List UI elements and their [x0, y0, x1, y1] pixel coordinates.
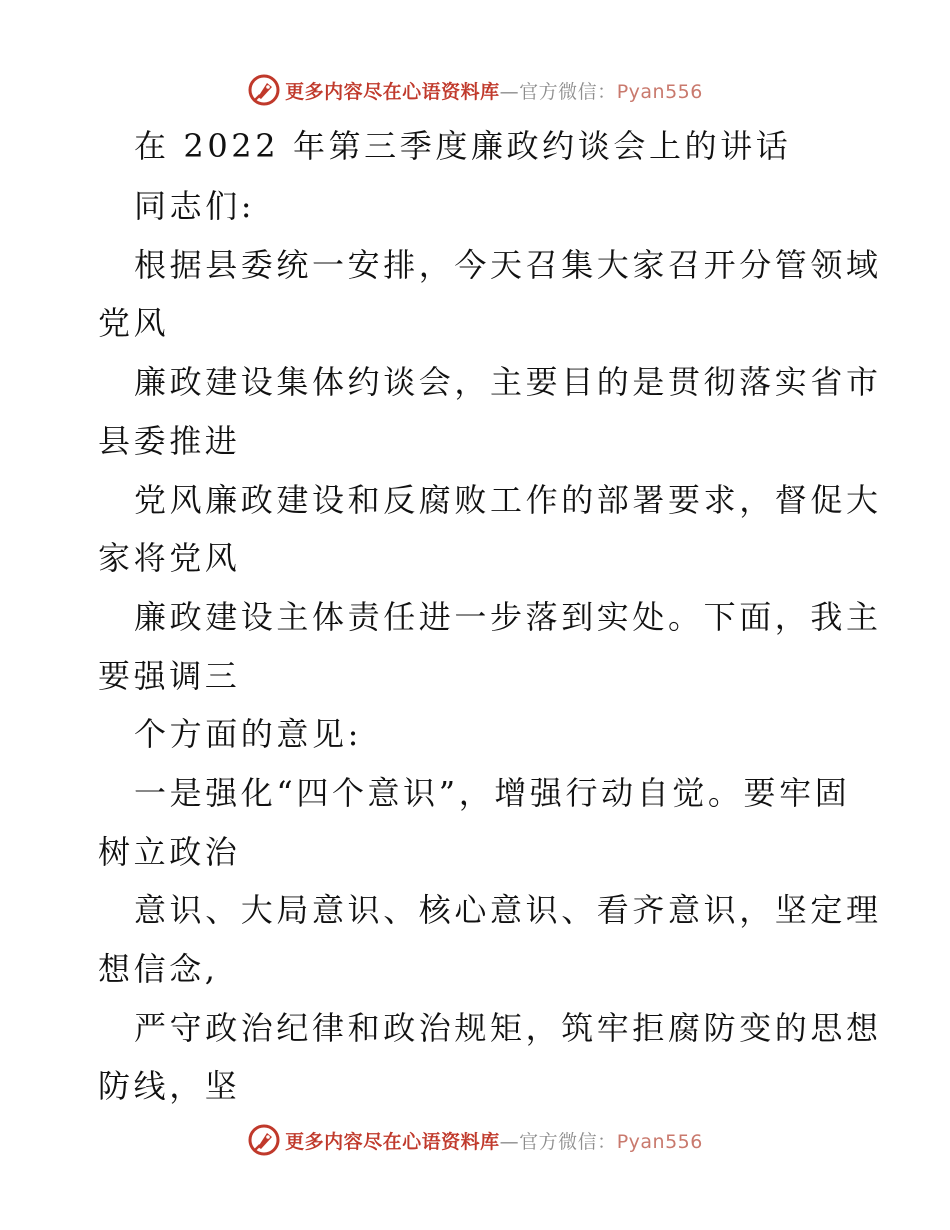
salutation: 同志们:	[134, 187, 256, 225]
watermark-official-label: 官方微信：	[519, 80, 617, 103]
watermark-account-id: Pyan556	[616, 1130, 703, 1153]
paragraph-line: 个方面的意见:	[134, 715, 362, 753]
watermark-brand-text: 更多内容尽在心语资料库	[285, 80, 500, 103]
paragraph-line: 县委推进	[98, 422, 241, 460]
document-title: 在 2022 年第三季度廉政约谈会上的讲话	[134, 127, 792, 165]
watermark-text	[285, 1127, 703, 1154]
paragraph-line: 党风廉政建设和反腐败工作的部署要求，督促大	[134, 481, 882, 519]
paragraph-line: 党风	[98, 304, 170, 342]
paragraph-line: 一是强化“四个意识”，增强行动自觉。要牢固	[134, 774, 851, 812]
paragraph-line: 树立政治	[98, 833, 241, 871]
paragraph-line: 根据县委统一安排，今天召集大家召开分管领域	[134, 246, 882, 284]
paragraph-line: 意识、大局意识、核心意识、看齐意识，坚定理	[134, 891, 882, 929]
paragraph-line: 想信念,	[98, 950, 219, 988]
paragraph-line: 廉政建设主体责任进一步落到实处。下面，我主	[134, 598, 882, 636]
paragraph-line: 要强调三	[98, 657, 241, 695]
footer-watermark	[0, 1120, 950, 1160]
paragraph-line: 廉政建设集体约谈会，主要目的是贯彻落实省市	[134, 363, 882, 401]
paragraph-line: 严守政治纪律和政治规矩，筑牢拒腐防变的思想	[134, 1009, 882, 1047]
watermark-dash: —	[499, 1130, 520, 1153]
watermark-dash: —	[499, 80, 520, 103]
pen-nib-logo-icon	[247, 1123, 281, 1157]
watermark-official-label: 官方微信：	[519, 1130, 617, 1153]
paragraph-line: 家将党风	[98, 539, 241, 577]
watermark-account-id: Pyan556	[616, 80, 703, 103]
watermark-brand-text: 更多内容尽在心语资料库	[285, 1130, 500, 1153]
paragraph-line: 防线，坚	[98, 1067, 241, 1105]
